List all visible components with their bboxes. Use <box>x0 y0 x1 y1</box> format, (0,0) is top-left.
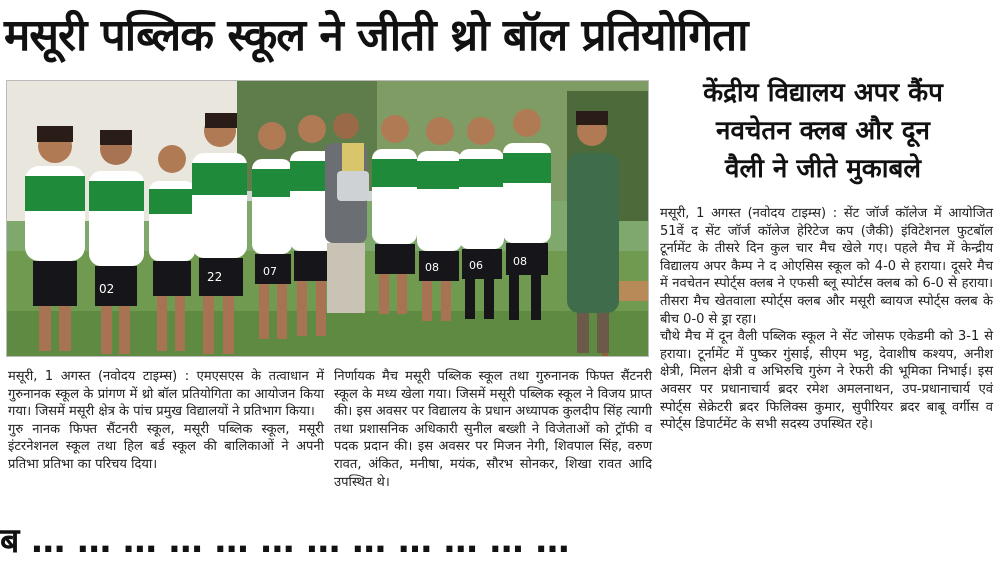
jersey-number: 07 <box>263 265 277 278</box>
headline: मसूरी पब्लिक स्कूल ने जीती थ्रो बॉल प्रतियोगिता <box>4 10 748 61</box>
next-article-headline-cut: ब … … … … … … … … … … … … <box>0 521 570 561</box>
sub-headline-line-2: नवचेतन क्लब और दून <box>716 116 930 146</box>
jersey-number: 08 <box>513 255 527 268</box>
main-story-paragraph-3: निर्णायक मैच मसूरी पब्लिक स्कूल तथा गुरुनानक फिफ्त सैंटनरी स्कूल के मध्य खेला गया। जिसमें मसूरी पब्लिक स्कूल ने विजय प्राप्त की। इस अवसर पर विद्यालय के प्रधान अध्यापक कुलदीप सिंह त्यागी तथा प्रशासनिक अधिकारी सुनील बख्शी ने विजेताओं को ट्रॉफी व पदक प्रदान की। इस अवसर पर मिजन नेगी, शिवपाल सिंह, वरुण रावत, अंकित, मनीषा, मयंक, सौरभ सोनकर, शिखा रावत आदि उपस्थित थे। <box>334 369 652 490</box>
sub-headline <box>656 74 990 188</box>
jersey-number: 02 <box>99 282 115 296</box>
sub-headline-line-3: वैली ने जीते मुकाबले <box>725 154 921 184</box>
main-story-column-1 <box>8 368 324 474</box>
main-story-paragraph-2: गुरु नानक फिफ्त सैंटनरी स्कूल, मसूरी पब्लिक स्कूल, मसूरी इंटरनेशनल स्कूल तथा हिल बर्ड स्कूल की बालिकाओं ने अपनी प्रतिभा प्रतिभा का परिचय दिया। <box>8 421 324 472</box>
main-story-column-2 <box>334 368 652 491</box>
side-story-paragraph-2: चौथे मैच में दून वैली पब्लिक स्कूल ने सेंट जोसफ एकेडमी को 3-1 से हराया। टूर्नामेंट में पुष्कर गुंसाई, सीएम भट्ट, देवाशीष कश्यप, अनीश क्षेत्री, मिलन क्षेत्री व अभिरुचि गुरुंग ने रेफरी की भूमिका निभाई। इस अवसर पर प्रधानाचार्य ब्रदर रमेश अमलनाथन, उप-प्रधानाचार्य एवं स्पोर्ट्स सेक्रेटरी ब्रदर फिलिक्स कुमार, सुपीरियर ब्रदर बाबू वर्गीस व स्पोर्ट्स डिपार्टमेंट के सभी सदस्य उपस्थित रहे। <box>660 329 993 433</box>
team-photo <box>6 80 649 357</box>
jersey-number: 06 <box>469 259 483 272</box>
jersey-number: 22 <box>207 270 223 284</box>
sub-headline-line-1: केंद्रीय विद्यालय अपर कैंप <box>703 78 943 108</box>
side-story-paragraph-1: मसूरी, 1 अगस्त (नवोदय टाइम्स) : सेंट जॉर्ज कॉलेज में आयोजित 51वें द सेंट जॉर्ज कॉलेज हेरिटेज कप (जैकी) इंविटेशनल फुटबॉल टूर्नामेंट के तीसरे दिन कुल चार मैच खेले गए। पहले मैच में केन्द्रीय विद्यालय अपर कैम्प ने द ओएसिस स्कूल को 4-0 से हराया। दूसरे मैच में नवचेतन स्पोर्ट्स क्लब ने एफसी ब्लू स्पोर्टस क्लब को 6-0 से हराया। तीसरा मैच खेतवाला स्पोर्ट्स क्लब और मसूरी ब्वायज स्पोर्ट्स क्लब के बीच 0-0 से ड्रा रहा। <box>660 206 993 327</box>
main-story-paragraph-1: मसूरी, 1 अगस्त (नवोदय टाइम्स) : एमएसएस के तत्वाधान में गुरुनानक स्कूल के प्रांगण में थ्रो बॉल प्रतियोगिता का आयोजन किया गया। जिसमें मसूरी क्षेत्र के पांच प्रमुख विद्यालयों ने प्रतिभाग किया। <box>8 369 324 420</box>
jersey-number: 08 <box>425 261 439 274</box>
side-story-column <box>660 205 993 434</box>
